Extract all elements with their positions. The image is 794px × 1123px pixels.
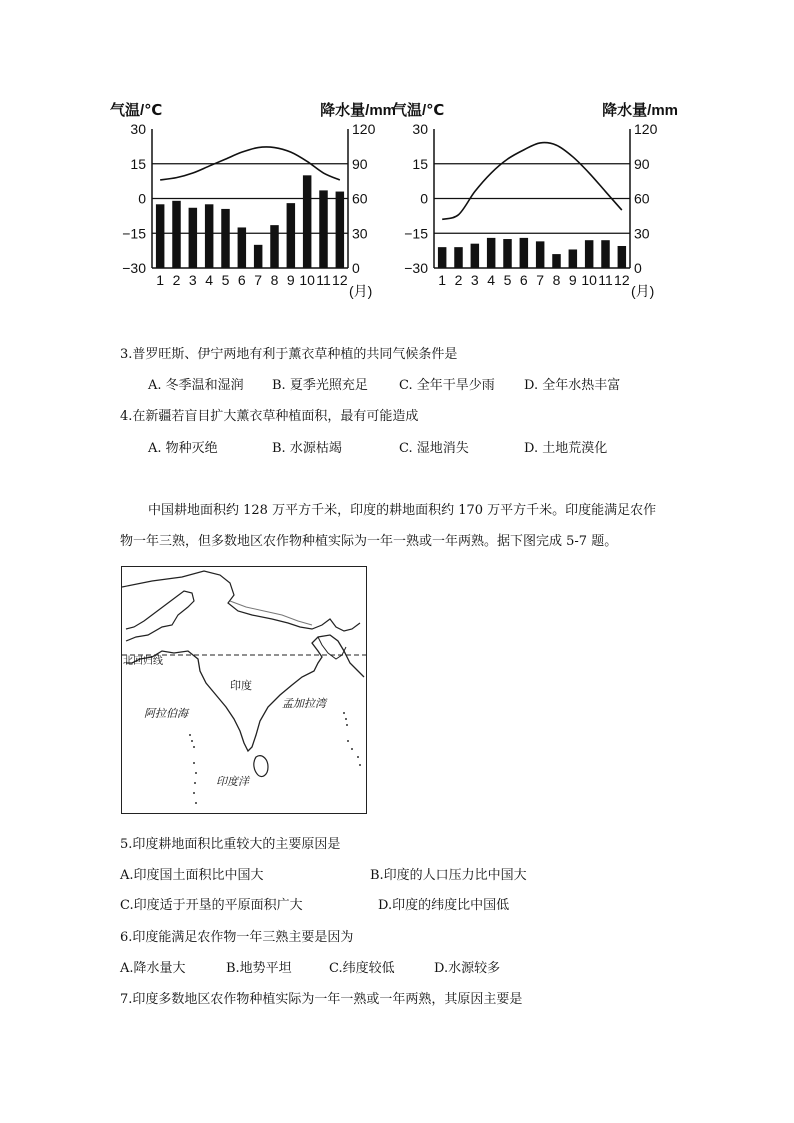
left-axis-title: 气温/℃ (110, 102, 163, 119)
question-4-option-d: D. 土地荒漠化 (524, 441, 608, 456)
precipitation-bar (303, 175, 311, 268)
precipitation-bar (438, 247, 446, 268)
left-axis-title: 气温/℃ (392, 102, 445, 119)
precipitation-bar (585, 240, 593, 268)
left-tick-label: −30 (404, 260, 428, 276)
precipitation-bar (471, 244, 479, 268)
climate-chart-2 (390, 95, 680, 305)
map-india-outline (126, 635, 364, 751)
map-island-dots (189, 712, 361, 804)
climate-chart-1-svg (108, 95, 398, 305)
month-label: 10 (581, 272, 597, 288)
month-label: 5 (221, 272, 230, 288)
precipitation-bar (189, 208, 197, 268)
map-himalaya-line (230, 601, 312, 625)
month-label: 5 (503, 272, 512, 288)
map-label-india: 印度 (230, 679, 252, 692)
right-tick-label: 0 (634, 260, 642, 276)
right-axis-title: 降水量/mm (320, 102, 396, 119)
question-5-option-d: D.印度的纬度比中国低 (378, 898, 510, 913)
precipitation-bar (270, 225, 278, 268)
precipitation-bar (618, 246, 626, 268)
month-label: 3 (470, 272, 479, 288)
precipitation-bar (172, 201, 180, 268)
question-6-option-b: B.地势平坦 (226, 961, 292, 976)
month-label: 6 (237, 272, 246, 288)
map-label-arabian-sea: 阿拉伯海 (144, 707, 188, 720)
question-7-stem: 7.印度多数地区农作物种植实际为一年一熟或一年两熟，其原因主要是 (120, 992, 523, 1007)
month-label: 7 (254, 272, 263, 288)
question-6-option-a: A.降水量大 (120, 961, 186, 976)
map-label-indian-ocean: 印度洋 (216, 775, 249, 788)
question-5-option-c: C.印度适于开垦的平原面积广大 (120, 898, 303, 913)
temperature-curve (442, 143, 622, 220)
map-sri-lanka (254, 756, 268, 777)
left-tick-label: 0 (420, 190, 428, 207)
precipitation-bar (536, 241, 544, 268)
question-4-option-c: C. 湿地消失 (399, 441, 469, 456)
precipitation-bar (520, 238, 528, 268)
precipitation-bar (205, 204, 213, 268)
question-4-option-b: B. 水源枯竭 (272, 441, 342, 456)
right-tick-label: 0 (352, 260, 360, 276)
month-label: 4 (205, 272, 214, 288)
month-label: 8 (270, 272, 279, 288)
precipitation-bar (156, 204, 164, 268)
month-label: 2 (172, 272, 181, 288)
left-tick-label: 15 (412, 155, 428, 172)
left-tick-label: 0 (138, 190, 146, 207)
precipitation-bar (336, 192, 344, 268)
precipitation-bar (319, 190, 327, 268)
precipitation-bar (254, 245, 262, 268)
left-tick-label: −15 (404, 225, 428, 242)
month-label: 12 (332, 272, 348, 288)
month-label: 10 (299, 272, 315, 288)
question-3-option-b: B. 夏季光照充足 (272, 378, 368, 393)
tropic-of-cancer-label: 北回归线 (123, 656, 163, 667)
precipitation-bar (503, 239, 511, 268)
precipitation-bar (221, 209, 229, 268)
right-tick-label: 30 (634, 225, 650, 242)
india-map-svg (122, 567, 366, 813)
right-axis-title: 降水量/mm (602, 102, 678, 119)
precipitation-bar (569, 249, 577, 268)
question-6-stem: 6.印度能满足农作物一年三熟主要是因为 (120, 930, 354, 945)
passage-line-2: 物一年三熟，但多数地区农作物种植实际为一年一熟或一年两熟。据下图完成 5-7 题。 (120, 534, 618, 549)
month-label: 2 (454, 272, 463, 288)
precipitation-bar (552, 254, 560, 268)
question-3-option-a: A. 冬季温和湿润 (148, 378, 244, 393)
right-tick-label: 60 (352, 190, 368, 207)
left-tick-label: 30 (130, 121, 146, 137)
question-3-option-c: C. 全年干旱少雨 (399, 378, 495, 393)
month-label: 6 (519, 272, 528, 288)
right-tick-label: 120 (352, 121, 376, 137)
month-label: 12 (614, 272, 630, 288)
precipitation-bar (287, 203, 295, 268)
question-5-option-a: A.印度国土面积比中国大 (120, 868, 264, 883)
question-4-stem: 4.在新疆若盲目扩大薰衣草种植面积，最有可能造成 (120, 409, 419, 424)
x-unit-label: (月) (349, 283, 373, 299)
x-unit-label: (月) (631, 283, 655, 299)
precipitation-bar (601, 240, 609, 268)
month-label: 9 (286, 272, 295, 288)
left-tick-label: −15 (122, 225, 146, 242)
right-tick-label: 120 (634, 121, 658, 137)
right-tick-label: 30 (352, 225, 368, 242)
precipitation-bar (487, 238, 495, 268)
question-5-option-b: B.印度的人口压力比中国大 (370, 868, 527, 883)
month-label: 4 (487, 272, 496, 288)
left-tick-label: 15 (130, 155, 146, 172)
month-label: 1 (156, 272, 165, 288)
left-tick-label: −30 (122, 260, 146, 276)
climate-chart-1 (108, 95, 398, 305)
question-3-stem: 3.普罗旺斯、伊宁两地有利于薰衣草种植的共同气候条件是 (120, 347, 458, 362)
map-border-northwest (122, 571, 360, 641)
question-6-option-d: D.水源较多 (434, 961, 501, 976)
question-4-option-a: A. 物种灭绝 (148, 441, 218, 456)
left-tick-label: 30 (412, 121, 428, 137)
month-label: 7 (536, 272, 545, 288)
precipitation-bar (454, 247, 462, 268)
map-label-bay-of-bengal: 孟加拉湾 (282, 697, 326, 710)
climate-chart-2-svg (390, 95, 680, 305)
precipitation-bar (238, 227, 246, 268)
right-tick-label: 90 (352, 155, 368, 172)
right-tick-label: 90 (634, 155, 650, 172)
question-3-option-d: D. 全年水热丰富 (524, 378, 621, 393)
right-tick-label: 60 (634, 190, 650, 207)
month-label: 11 (316, 272, 331, 288)
question-5-stem: 5.印度耕地面积比重较大的主要原因是 (120, 837, 341, 852)
month-label: 8 (552, 272, 561, 288)
passage-line-1: 中国耕地面积约 128 万平方千米，印度的耕地面积约 170 万平方千米。印度能满足农作 (148, 503, 657, 518)
india-map (121, 566, 367, 814)
question-6-option-c: C.纬度较低 (329, 961, 395, 976)
month-label: 3 (188, 272, 197, 288)
month-label: 9 (568, 272, 577, 288)
month-label: 1 (438, 272, 447, 288)
month-label: 11 (598, 272, 613, 288)
